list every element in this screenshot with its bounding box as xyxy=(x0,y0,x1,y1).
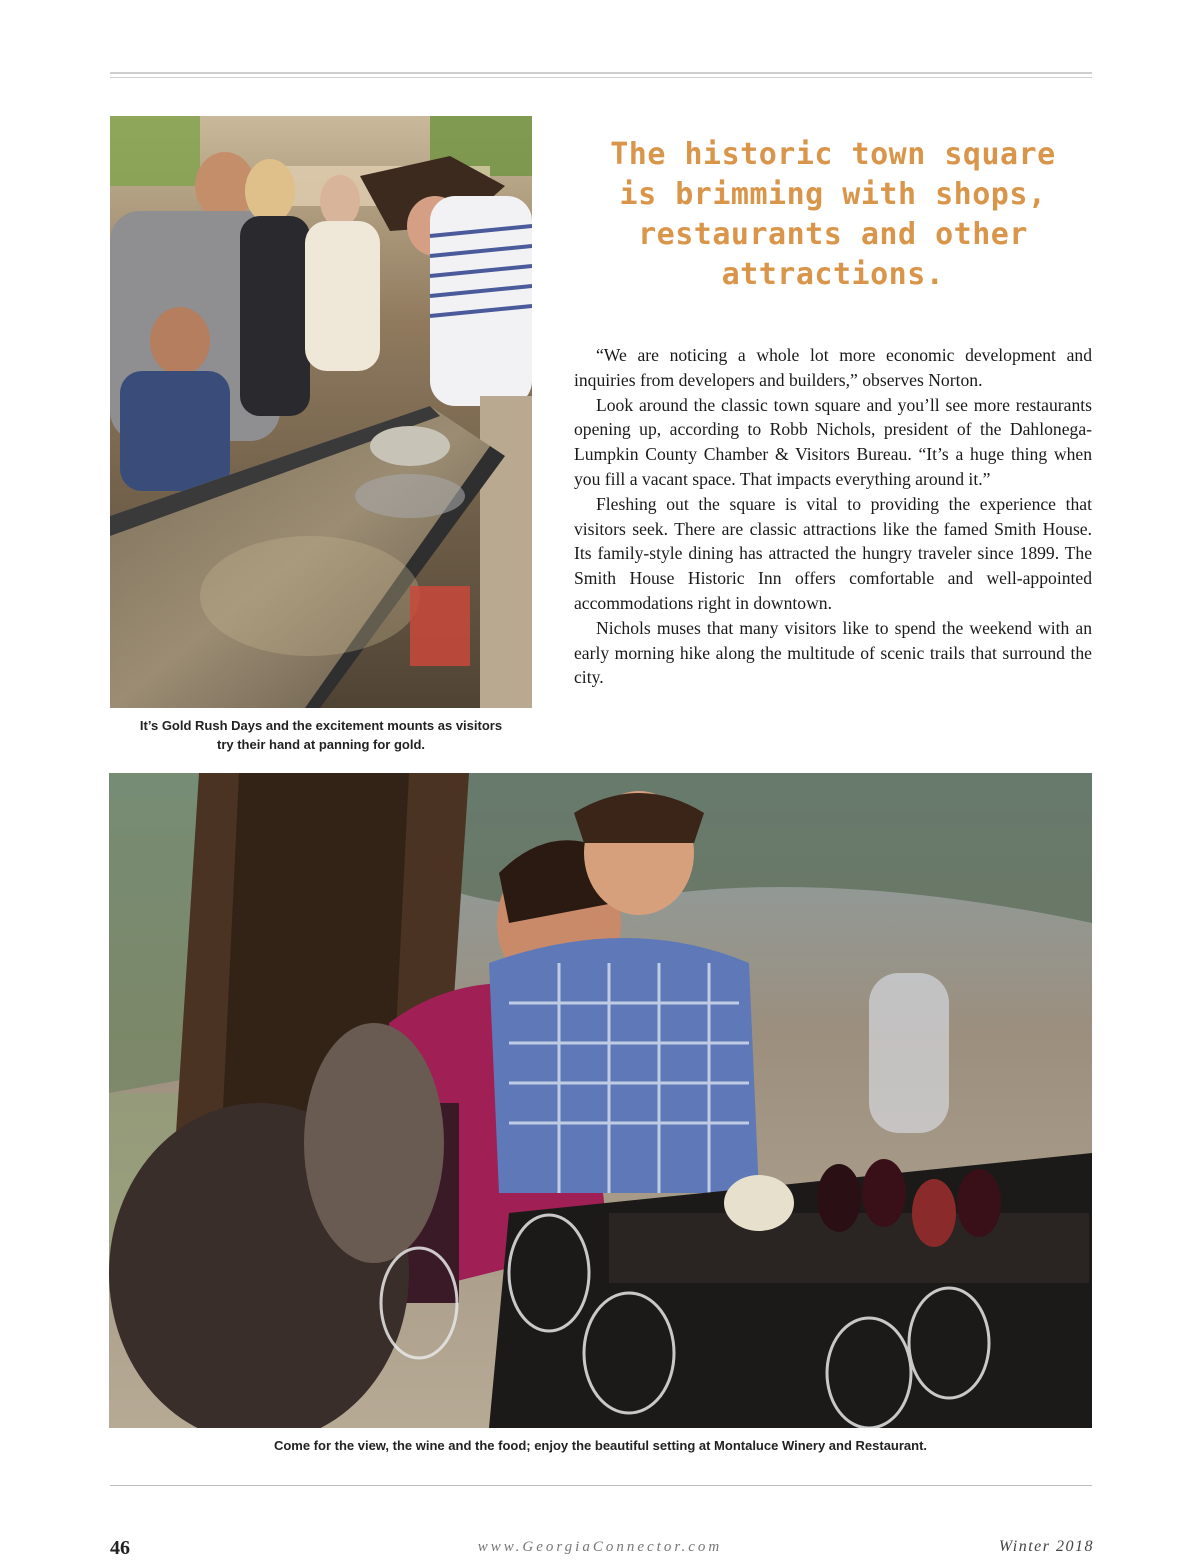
footer-rule xyxy=(110,1485,1092,1486)
article-paragraph: Nichols muses that many visitors like to spend the weekend with an early morning hike along the multitude of scenic trails that surround the city. xyxy=(574,617,1092,688)
article-body xyxy=(574,343,1092,690)
pull-quote xyxy=(574,135,1092,295)
pull-quote-line: attractions. xyxy=(721,257,945,292)
pull-quote-line: The historic town square xyxy=(610,137,1056,172)
website-url: www.GeorgiaConnector.com xyxy=(477,1539,723,1555)
header-rule xyxy=(110,72,1092,74)
article-paragraph: “We are noticing a whole lot more economic development and inquiries from developers and builders,” observes Norton. xyxy=(574,345,1092,390)
article-paragraph: Fleshing out the square is vital to providing the experience that visitors seek. There are classic attractions like the famed Smith House. Its family-style dining has attracted the hungry traveler since 1899. The Smith House Historic Inn offers comfortable and well-appointed accommodations right in downtown. xyxy=(574,493,1092,613)
winery-dining-photo xyxy=(109,773,1092,1428)
article-paragraph: Look around the classic town square and you’ll see more restaurants opening up, according to Robb Nichols, president of the Dahlonega-Lumpkin County Chamber & Visitors Bureau. “It’s a huge thing when you fill a vacant space. That impacts everything around it.” xyxy=(574,394,1092,489)
winery-caption: Come for the view, the wine and the food; enjoy the beautiful setting at Montaluce Winery and Restaurant. xyxy=(273,1438,928,1453)
issue-label: Winter 2018 xyxy=(998,1538,1094,1555)
caption-line: try their hand at panning for gold. xyxy=(217,737,425,752)
header-rule-thin xyxy=(110,77,1092,78)
pull-quote-line: is brimming with shops, xyxy=(619,177,1047,212)
gold-panning-caption xyxy=(110,716,532,754)
page-number: 46 xyxy=(110,1537,130,1559)
gold-panning-photo xyxy=(110,116,532,708)
pull-quote-line: restaurants and other xyxy=(638,217,1028,252)
caption-line: It’s Gold Rush Days and the excitement mounts as visitors xyxy=(139,718,503,733)
